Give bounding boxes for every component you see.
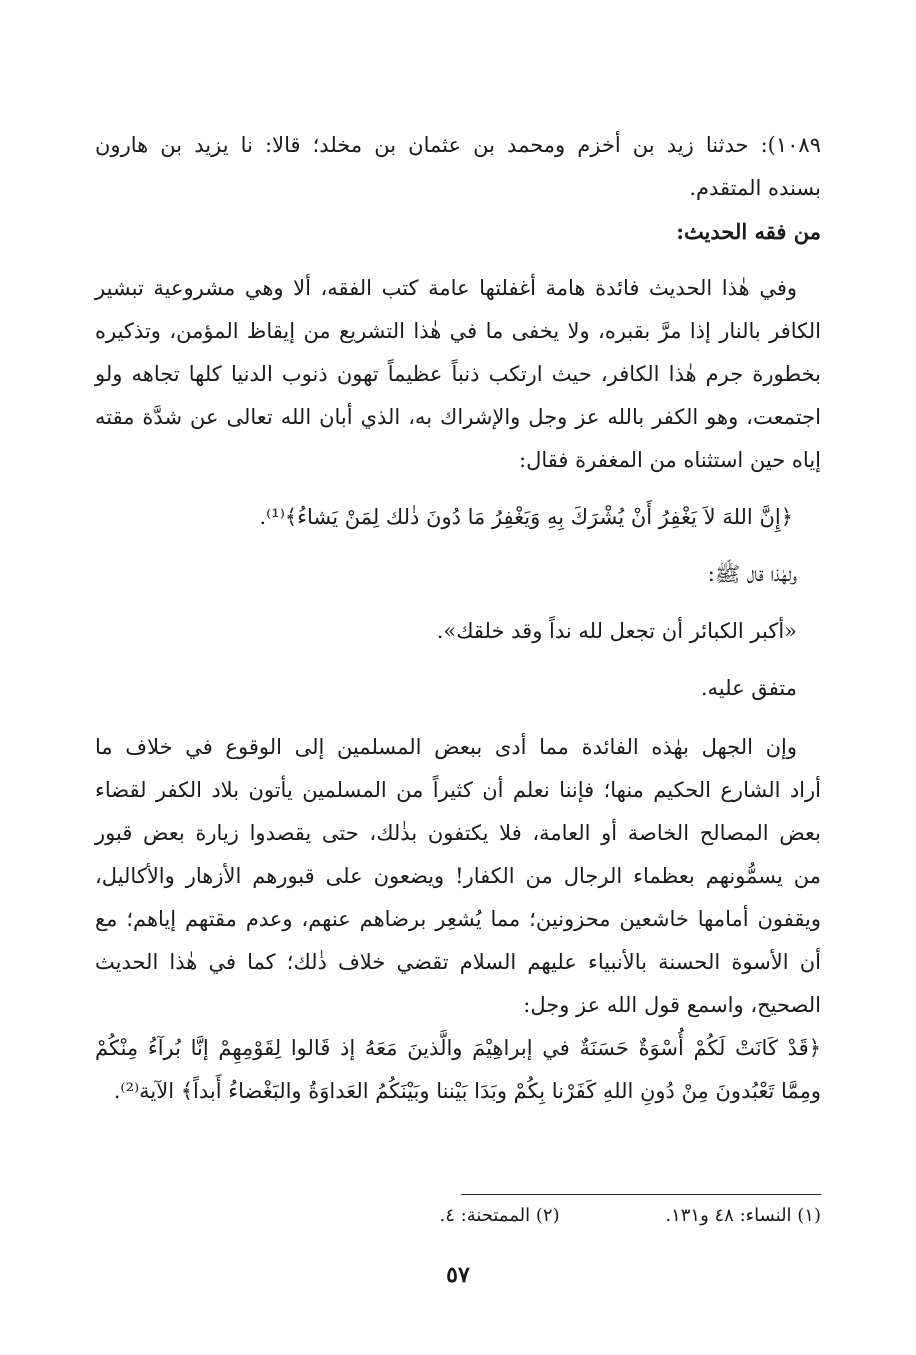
wlihadha-line: ولهٰذا قال ﷺ: [707,562,797,586]
paragraph-1-line-1: وفي هٰذا الحديث فائدة هامة أغفلتها عامة كتب الفقه، ألا وهي مشروعية تبشير [95,276,797,300]
hadith-line-1: ١٠٨٩): حدثنا زيد بن أخزم ومحمد بن عثمان بن مخلد؛ قالا: نا يزيد بن هارون [95,133,821,157]
footnote-2: (٢) الممتحنة: ٤. [439,1205,560,1226]
quran-verse-2-line-2: ومِمَّا تَعْبُدونَ مِنْ دُونِ اللهِ كَفَرْنا بِكُمْ وبَدَا بَيْننا وبَيْنَكُمُ العَداوَةُ والبَغْضاءُ أَبداً﴾ الآية⁽²⁾. [113,1079,821,1103]
paragraph-1-line-5: إياه حين استثناه من المغفرة فقال: [519,448,821,472]
paragraph-1-line-2: الكافر بالنار إذا مرَّ بقبره، ولا يخفى ما في هٰذا التشريع من إيقاظ المؤمن، وتذكيره [95,319,821,343]
paragraph-2-line-7: الصحيح، واسمع قول الله عز وجل: [523,993,821,1017]
main-text [95,124,821,1113]
paragraph-2-line-1: وإن الجهل بهٰذه الفائدة مما أدى ببعض المسلمين إلى الوقوع في خلاف ما [95,735,797,759]
quran-verse-1: ﴿إِنَّ اللهَ لاَ يَغْفِرُ أَنْ يُشْرَكَ بِهِ وَيَغْفِرُ مَا دُونَ ذٰلك لِمَنْ يَشاءُ﴾⁽¹⁾. [259,505,793,529]
page-number: ٥٧ [446,1262,470,1288]
paragraph-2-line-4: من يسمُّونهم بعظماء الرجال من الكفار! ويضعون على قبورهم الأزهار والأكاليل، [95,864,821,888]
footnotes [95,1203,821,1229]
hadith-line-2: بسنده المتقدم. [689,176,821,200]
hadith-quote: «أكبر الكبائر أن تجعل لله نداً وقد خلقك». [436,619,797,643]
footnote-1: (١) النساء: ٤٨ و١٣١. [665,1205,821,1226]
footnote-divider [461,1194,821,1195]
paragraph-1-line-4: اجتمعت، وهو الكفر بالله عز وجل والإشراك به، الذي أبان الله تعالى عن شدَّة مقته [95,405,821,429]
paragraph-2-line-6: أن الأسوة الحسنة بالأنبياء عليهم السلام تقضي خلاف ذٰلك؛ كما في هٰذا الحديث [95,950,821,974]
paragraph-2-line-3: بعض المصالح الخاصة أو العامة، فلا يكتفون بذٰلك، حتى يقصدوا زيارة بعض قبور [95,821,821,845]
paragraph-2-line-5: ويقفون أمامها خاشعين محزونين؛ مما يُشعِر برضاهم عنهم، وعدم مقتهم إياهم؛ مع [95,907,821,931]
paragraph-2-line-2: أراد الشارع الحكيم منها؛ فإننا نعلم أن كثيراً من المسلمين يأتون بلاد الكفر لقضاء [95,778,821,802]
section-heading: من فقه الحديث: [676,219,821,244]
quran-verse-2-line-1: ﴿قَدْ كَانَتْ لَكُمْ أُسْوَةٌ حَسَنَةٌ في إبراهِيْمَ والَّذينَ مَعَهُ إذ قَالوا لِقَوْمِهِمْ إنَّا بُرآءُ مِنْكُمْ [95,1036,821,1060]
muttafaq-alayh: متفق عليه. [700,676,797,700]
paragraph-1-line-3: بخطورة جرم هٰذا الكافر، حيث ارتكب ذنباً عظيماً تهون ذنوب الدنيا كلها تجاهه ولو [95,362,821,386]
